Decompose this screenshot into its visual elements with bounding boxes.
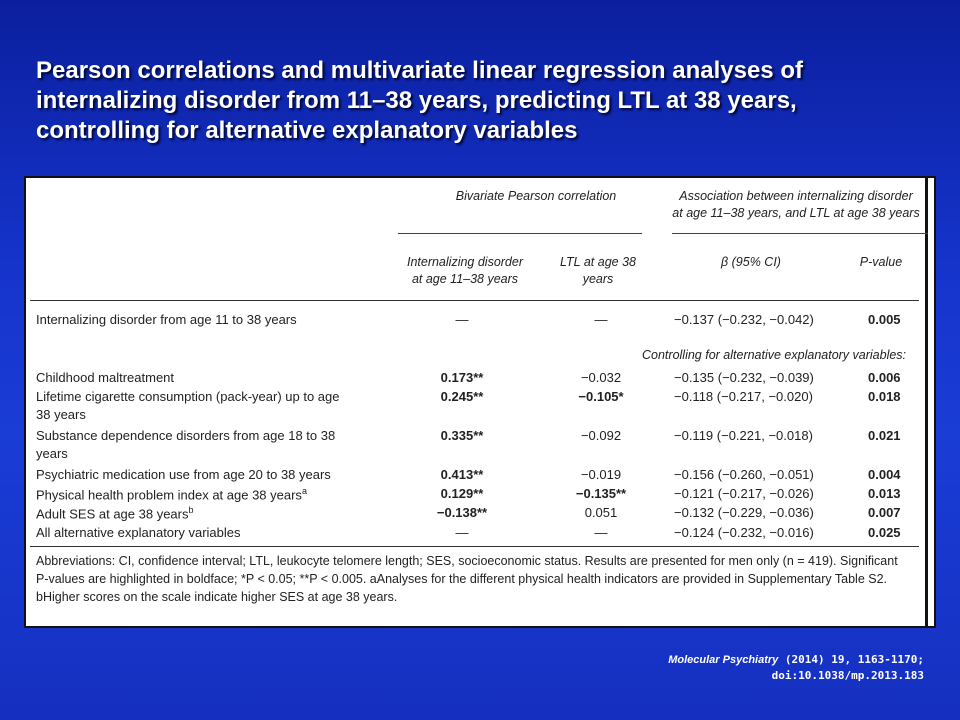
row-beta: −0.121 (−0.217, −0.026) (674, 486, 814, 501)
row-beta: −0.156 (−0.260, −0.051) (674, 467, 814, 482)
header-rule (30, 300, 919, 301)
group-header-association (666, 188, 926, 222)
table-notes (36, 552, 926, 606)
citation-line-1 (668, 652, 924, 668)
col-header-ltl (538, 254, 658, 288)
group-rule-right (672, 233, 928, 234)
row-label: All alternative explanatory variables (36, 525, 241, 540)
col-header-internalizing-line1: Internalizing disorder (406, 255, 524, 269)
row-beta: −0.132 (−0.229, −0.036) (674, 505, 814, 520)
row-pvalue: 0.018 (868, 389, 901, 404)
footer-rule (30, 546, 919, 547)
row-beta: −0.119 (−0.221, −0.018) (674, 428, 813, 443)
row-r-ltl: −0.019 (580, 467, 622, 482)
note-line-1: Abbreviations: CI, confidence interval; LTL, leukocyte telomere length; SES, socioeconomic status. Results are presented for men only (n = 419). Significant (36, 554, 898, 568)
group-header-bivariate: Bivariate Pearson correlation (455, 189, 617, 203)
col-header-pvalue: P-value (859, 255, 903, 269)
title-line-3: controlling for alternative explanatory variables (36, 117, 578, 144)
controlling-label: Controlling for alternative explanatory variables: (642, 348, 907, 362)
row-pvalue: 0.007 (868, 505, 901, 520)
row-r-ltl: 0.051 (584, 505, 618, 520)
title-line-1: Pearson correlations and multivariate linear regression analyses of (36, 57, 803, 84)
group-rule-left (398, 233, 642, 234)
main-row-r-ltl: — (594, 312, 608, 327)
col-header-internalizing-line2: at age 11–38 years (411, 272, 519, 286)
table-inner (26, 178, 928, 626)
row-r-ltl: −0.135** (575, 486, 627, 501)
col-header-internalizing (390, 254, 540, 288)
row-r-int: 0.245** (440, 389, 484, 404)
row-label-cont: 38 years (36, 407, 86, 422)
row-beta: −0.118 (−0.217, −0.020) (674, 389, 813, 404)
row-r-int: 0.413** (440, 467, 484, 482)
row-label: Childhood maltreatment (36, 370, 175, 385)
note-line-2: P-values are highlighted in boldface; *P < 0.05; **P < 0.005. aAnalyses for the different physical health indicators are provided in Supplementary Table S2. (36, 572, 888, 586)
row-pvalue: 0.025 (868, 525, 901, 540)
row-label (36, 486, 307, 502)
note-line-3: bHigher scores on the scale indicate higher SES at age 38 years. (36, 590, 398, 604)
main-row-pvalue: 0.005 (868, 312, 901, 327)
col-header-ltl-line2: years (582, 272, 614, 286)
row-label: Psychiatric medication use from age 20 to 38 years (36, 467, 331, 482)
row-label: Lifetime cigarette consumption (pack-year) up to age (36, 389, 340, 404)
row-r-int: 0.173** (440, 370, 484, 385)
row-r-ltl: −0.032 (580, 370, 622, 385)
main-row-label: Internalizing disorder from age 11 to 38 years (36, 312, 297, 327)
table-panel (24, 176, 936, 628)
group-header-association-line1: Association between internalizing disorder (679, 189, 913, 203)
row-r-ltl: — (594, 525, 608, 540)
row-beta: −0.135 (−0.232, −0.039) (674, 370, 814, 385)
row-pvalue: 0.021 (868, 428, 901, 443)
citation-doi: doi:10.1038/mp.2013.183 (771, 669, 924, 682)
row-label-sup: b (188, 505, 194, 515)
row-r-int: — (455, 525, 469, 540)
main-row-beta: −0.137 (−0.232, −0.042) (674, 312, 814, 327)
row-beta: −0.124 (−0.232, −0.016) (674, 525, 814, 540)
row-label-sup: a (301, 486, 307, 496)
citation-volume: (2014) 19, 1163-1170; (778, 653, 924, 666)
row-label-text: Physical health problem index at age 38 years (36, 487, 302, 503)
row-label: Substance dependence disorders from age 18 to 38 (36, 428, 336, 443)
row-label-cont: years (36, 446, 68, 461)
row-r-int: 0.335** (440, 428, 484, 443)
row-pvalue: 0.006 (868, 370, 901, 385)
row-pvalue: 0.013 (868, 486, 901, 501)
row-label-text: Adult SES at age 38 years (36, 506, 189, 522)
col-header-beta: β (95% CI) (721, 255, 781, 269)
group-header-association-line2: at age 11–38 years, and LTL at age 38 years (672, 206, 920, 220)
citation (668, 652, 924, 684)
row-r-ltl: −0.092 (580, 428, 622, 443)
citation-journal: Molecular Psychiatry (668, 654, 779, 666)
col-header-ltl-line1: LTL at age 38 (560, 255, 636, 269)
row-r-ltl: −0.105* (578, 389, 624, 404)
main-row-r-int: — (455, 312, 469, 327)
row-label (36, 505, 194, 521)
row-r-int: −0.138** (436, 505, 488, 520)
slide-title (36, 56, 926, 146)
row-pvalue: 0.004 (868, 467, 901, 482)
title-line-2: internalizing disorder from 11–38 years, predicting LTL at 38 years, (36, 87, 797, 114)
row-r-int: 0.129** (440, 486, 484, 501)
